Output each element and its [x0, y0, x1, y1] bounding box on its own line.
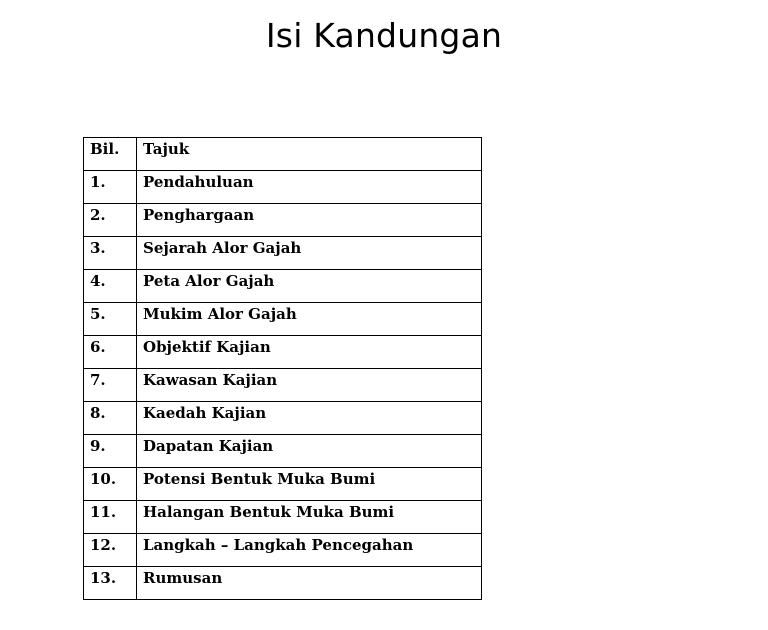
- row-title: Rumusan: [137, 567, 482, 600]
- row-title: Sejarah Alor Gajah: [137, 237, 482, 270]
- row-title: Dapatan Kajian: [137, 435, 482, 468]
- row-title: Penghargaan: [137, 204, 482, 237]
- table-row: [84, 237, 482, 270]
- row-number: 9.: [84, 435, 137, 468]
- row-title: Kaedah Kajian: [137, 402, 482, 435]
- row-title: Mukim Alor Gajah: [137, 303, 482, 336]
- table-row: [84, 204, 482, 237]
- row-number: 7.: [84, 369, 137, 402]
- row-number: 13.: [84, 567, 137, 600]
- table-row: [84, 270, 482, 303]
- table-of-contents: [83, 137, 482, 600]
- row-title: Langkah – Langkah Pencegahan: [137, 534, 482, 567]
- row-title: Peta Alor Gajah: [137, 270, 482, 303]
- table-row: [84, 303, 482, 336]
- page-title: Isi Kandungan: [265, 16, 503, 55]
- row-number: 10.: [84, 468, 137, 501]
- table-header-row: [84, 138, 482, 171]
- row-title: Objektif Kajian: [137, 336, 482, 369]
- row-number: 4.: [84, 270, 137, 303]
- row-number: 1.: [84, 171, 137, 204]
- header-number: Bil.: [84, 138, 137, 171]
- table-row: [84, 171, 482, 204]
- table-row: [84, 435, 482, 468]
- table-row: [84, 534, 482, 567]
- row-number: 6.: [84, 336, 137, 369]
- table-row: [84, 501, 482, 534]
- table-row: [84, 468, 482, 501]
- row-number: 2.: [84, 204, 137, 237]
- header-title: Tajuk: [137, 138, 482, 171]
- row-number: 3.: [84, 237, 137, 270]
- row-title: Potensi Bentuk Muka Bumi: [137, 468, 482, 501]
- row-title: Halangan Bentuk Muka Bumi: [137, 501, 482, 534]
- table-row: [84, 567, 482, 600]
- table-row: [84, 369, 482, 402]
- row-number: 8.: [84, 402, 137, 435]
- row-number: 5.: [84, 303, 137, 336]
- table-row: [84, 402, 482, 435]
- row-title: Kawasan Kajian: [137, 369, 482, 402]
- row-number: 12.: [84, 534, 137, 567]
- row-title: Pendahuluan: [137, 171, 482, 204]
- row-number: 11.: [84, 501, 137, 534]
- table-row: [84, 336, 482, 369]
